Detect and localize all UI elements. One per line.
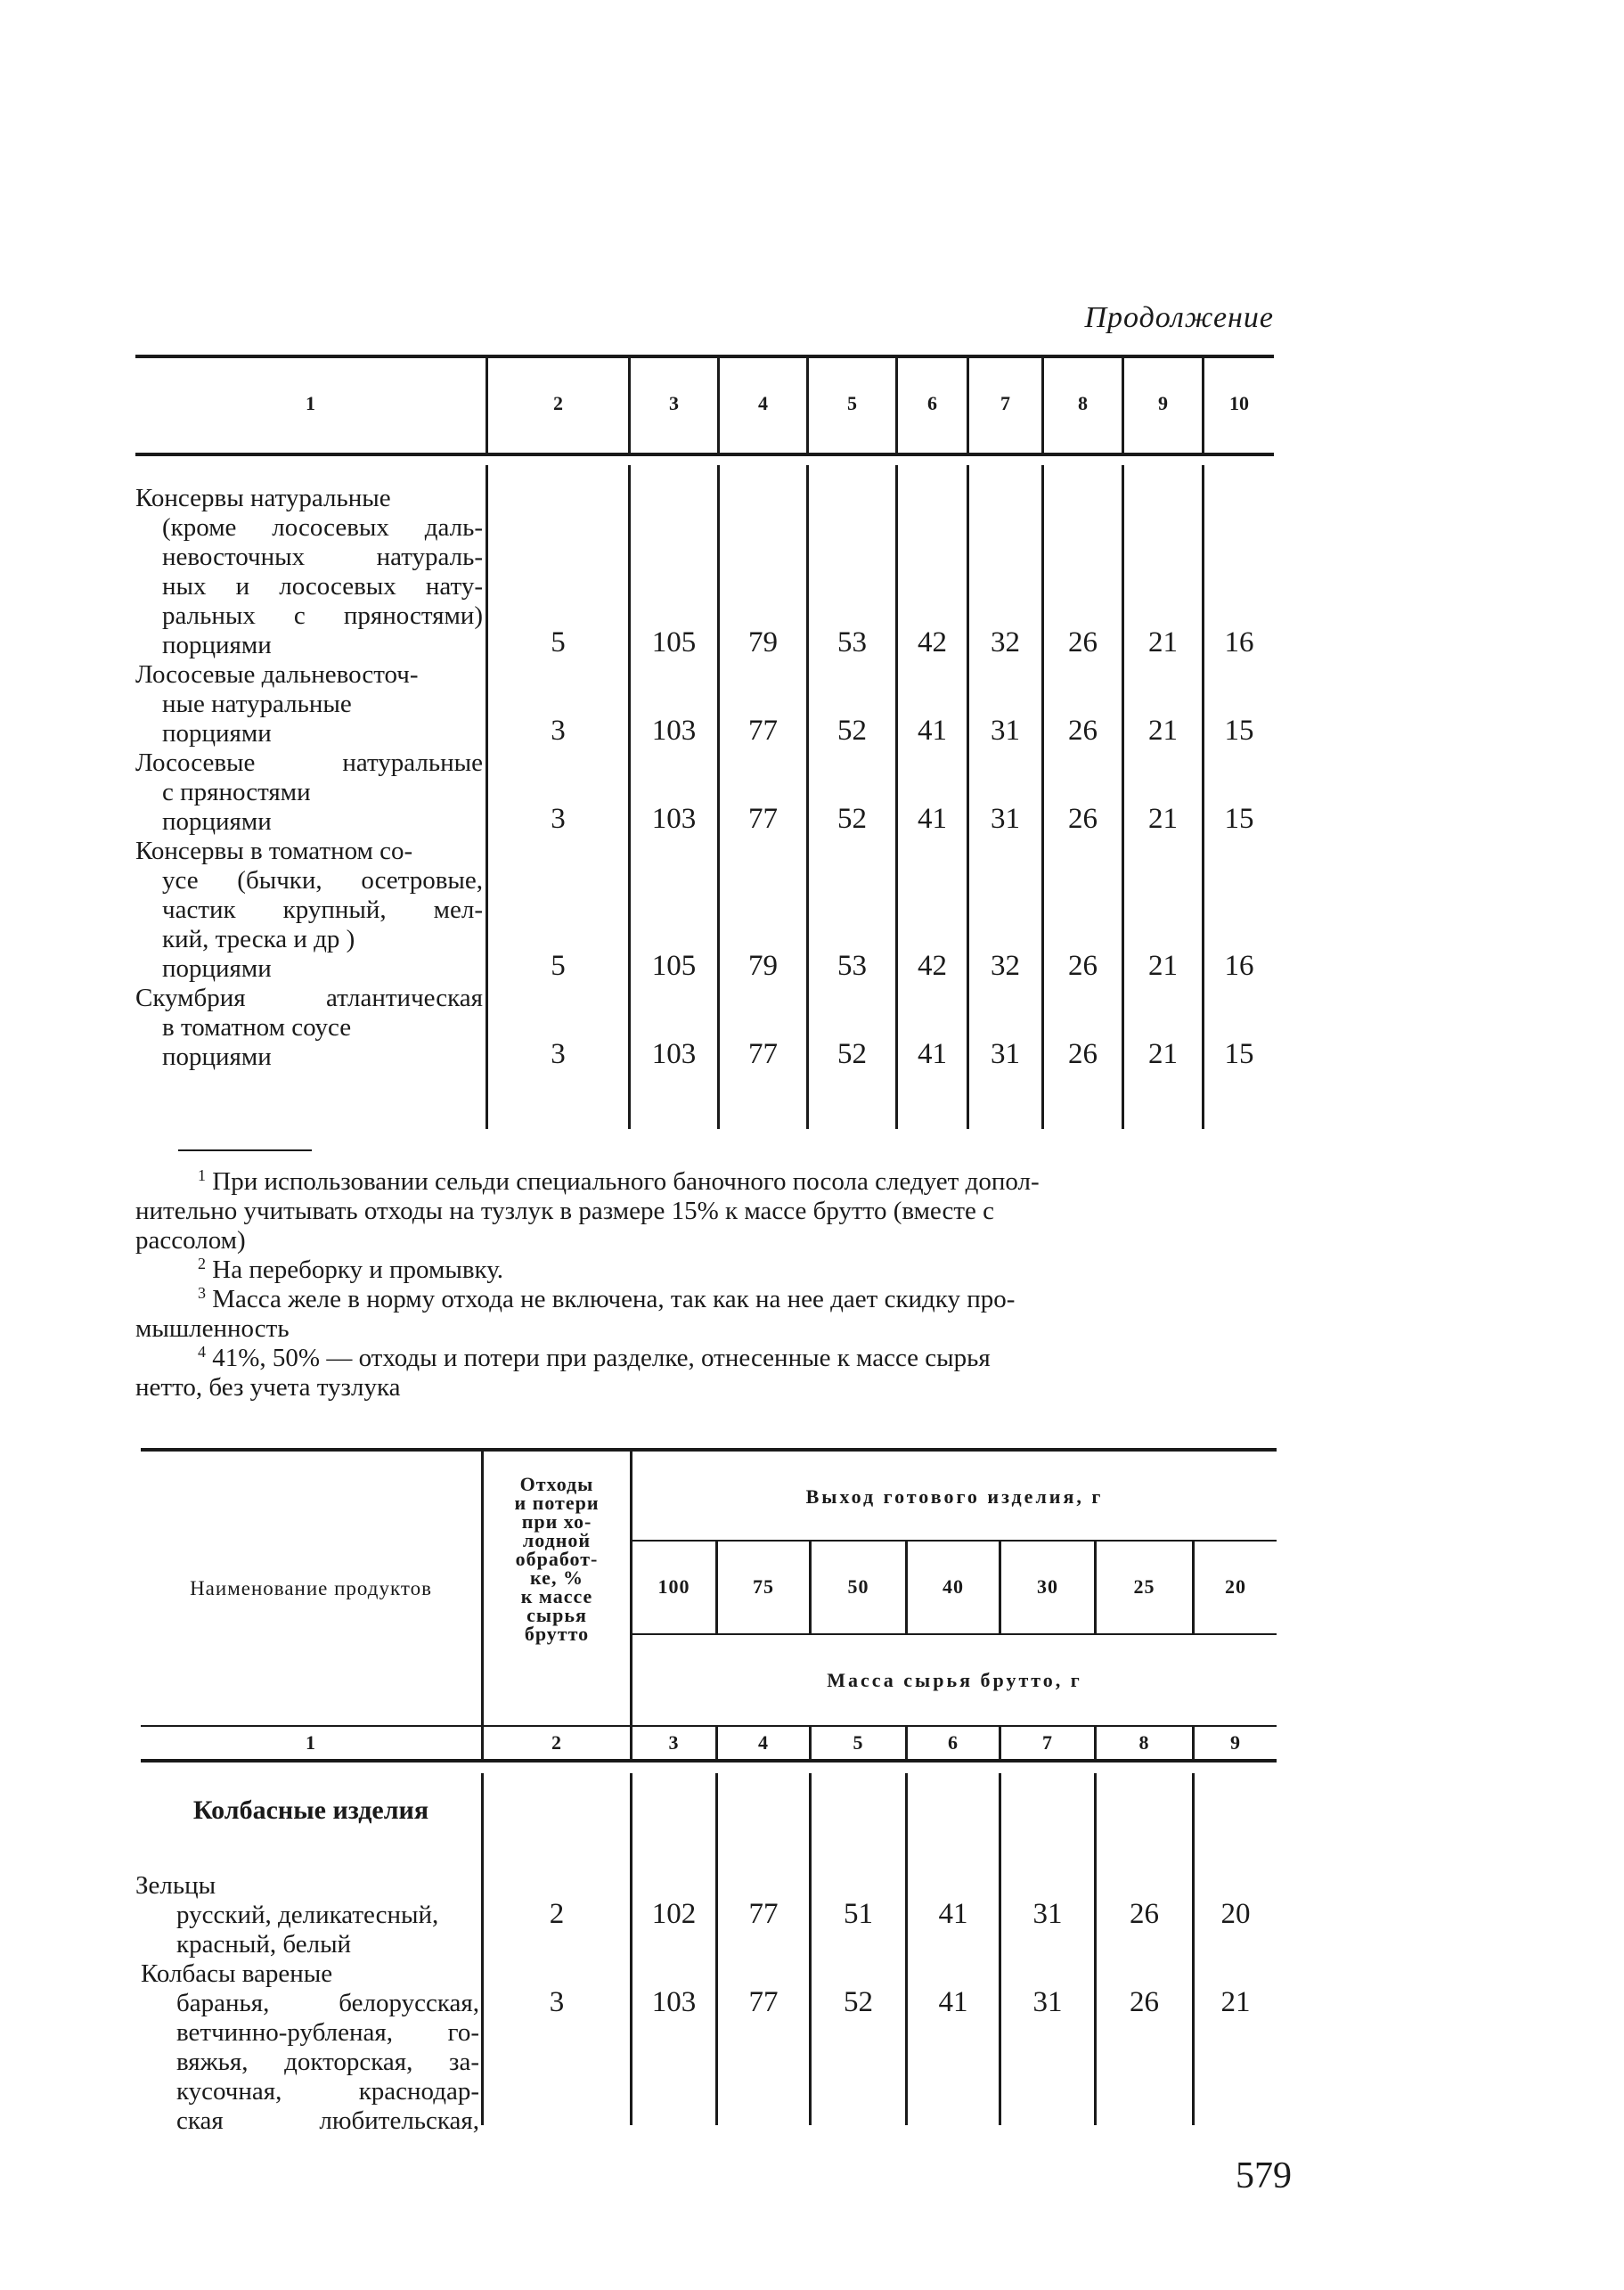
- t2-cell: 52: [844, 1986, 873, 2018]
- t1-vrule: [1202, 465, 1204, 1129]
- t1-col-number: 10: [1229, 392, 1249, 414]
- t1-cell: 15: [1224, 715, 1254, 747]
- t1-vrule: [628, 465, 631, 1129]
- t2-cell: 26: [1130, 1986, 1159, 2018]
- t1-vrule: [1041, 465, 1044, 1129]
- t2-yield-value: 20: [1225, 1575, 1246, 1598]
- t1-cell: 16: [1224, 626, 1254, 658]
- t2-col-number: 6: [948, 1731, 959, 1754]
- t1-cell: 31: [991, 715, 1020, 747]
- footnote-mark: 4: [198, 1343, 206, 1361]
- t2-col2-header-line: при хо-: [521, 1510, 592, 1533]
- t2-cell: 20: [1220, 1898, 1251, 1930]
- t2-yield-value: 40: [943, 1575, 964, 1598]
- t1-row-name-line: порциями: [162, 807, 272, 836]
- t2-vrule: [630, 1773, 632, 2125]
- t1-cell: 42: [918, 626, 947, 658]
- t1-cell: 105: [651, 950, 697, 982]
- t1-cell: 21: [1148, 715, 1178, 747]
- t1-cell: 103: [651, 715, 697, 747]
- t1-cell: 77: [748, 715, 778, 747]
- t1-cell: 103: [651, 1038, 697, 1070]
- t1-cell: 15: [1224, 1038, 1254, 1070]
- t2-col2-header-line: ке, %: [530, 1566, 583, 1589]
- t1-cell: 26: [1068, 715, 1098, 747]
- t1-cell: 32: [991, 950, 1020, 982]
- t2-col2-header-line: Отходы: [519, 1473, 594, 1495]
- t2-cell: 77: [748, 1986, 779, 2018]
- footnote-1: [135, 1167, 1274, 1197]
- t1-row-name-line: Скумбрия атлантическая: [135, 984, 483, 1012]
- t2-cell: 31: [1032, 1898, 1063, 1930]
- t2-cell: 77: [748, 1898, 779, 1930]
- t1-row-name-line: порциями: [162, 954, 272, 983]
- t1-row-name-line: ральных с пряностями): [162, 601, 483, 630]
- t1-cell: 26: [1068, 950, 1098, 982]
- t2-row-name-line: ская любительская,: [176, 2106, 479, 2135]
- footnote-3: [135, 1285, 1274, 1314]
- footnote-line: рассолом): [135, 1226, 246, 1255]
- t1-row-name-line: частик крупный, мел-: [162, 896, 483, 924]
- t1-cell: 16: [1224, 950, 1254, 982]
- t1-row-name-line: ные натуральные: [162, 690, 352, 718]
- t1-row-name-line: Консервы в томатном со-: [135, 837, 413, 865]
- t2-row-name-line: вяжья, докторская, за-: [176, 2048, 479, 2076]
- footnote-rule: [178, 1149, 312, 1151]
- table-2: [135, 1448, 1277, 2135]
- page-number: 579: [1236, 2155, 1292, 2196]
- t1-cell: 15: [1224, 803, 1254, 835]
- t1-cell: 3: [551, 803, 566, 835]
- table-1-header-rule: [135, 453, 1274, 456]
- t1-vrule: [717, 465, 720, 1129]
- t2-cell: 3: [549, 1986, 565, 2018]
- t1-cell: 103: [651, 803, 697, 835]
- t1-row-name-line: с пряностями: [162, 778, 311, 806]
- t1-cell: 26: [1068, 1038, 1098, 1070]
- t2-row-name-line: баранья, белорусская,: [176, 1989, 479, 2017]
- t2-col-number: 8: [1138, 1731, 1150, 1754]
- t1-row-name-line: Консервы натуральные: [135, 484, 391, 512]
- t2-header-rule: [141, 1725, 1277, 1727]
- t2-cell: 51: [844, 1898, 873, 1930]
- t1-row-name-line: порциями: [162, 1043, 272, 1071]
- t1-vrule: [967, 465, 969, 1129]
- t1-cell: 26: [1068, 803, 1098, 835]
- t2-mass-header: Масса сырья брутто, г: [827, 1669, 1082, 1691]
- t1-col-number: 9: [1158, 392, 1168, 414]
- t2-vrule: [1192, 1773, 1195, 2125]
- footnote-line: нительно учитывать отходы на тузлук в размере 15% к массе брутто (вместе с: [135, 1197, 995, 1225]
- footnote-line: Масса желе в норму отхода не включена, так как на нее дает скидку про-: [212, 1285, 1016, 1313]
- t2-yield-value: 25: [1133, 1575, 1155, 1598]
- t1-cell: 52: [837, 1038, 867, 1070]
- t2-col-number: 9: [1230, 1731, 1241, 1754]
- footnote-line: мышленность: [135, 1314, 290, 1343]
- t2-colnum-rule: [141, 1759, 1277, 1762]
- t1-row-name-line: Лососевые натуральные: [135, 748, 483, 777]
- footnote-1-cont: [135, 1197, 1274, 1226]
- t2-vrule: [715, 1773, 718, 2125]
- t2-yield-value: 75: [753, 1575, 774, 1598]
- t1-col-number: 8: [1078, 392, 1088, 414]
- t2-row-name-line: ветчинно-рубленая, го-: [176, 2018, 479, 2047]
- t1-cell: 42: [918, 950, 947, 982]
- t2-col2-header-line: и потери: [514, 1492, 600, 1514]
- t2-row-name-line: Колбасы вареные: [141, 1959, 333, 1988]
- footnote-4: [135, 1344, 1274, 1373]
- t1-row-name-line: ных и лососевых нату-: [162, 572, 483, 601]
- t1-cell: 53: [837, 626, 867, 658]
- footnote-line: 41%, 50% — отходы и потери при разделке, отнесенные к массе сырья: [212, 1344, 991, 1372]
- t2-cell: 41: [938, 1986, 968, 2018]
- t1-col-number: 3: [669, 392, 679, 414]
- t2-row-name-line: русский, деликатесный,: [176, 1901, 439, 1929]
- t1-cell: 31: [991, 1038, 1020, 1070]
- t2-mass-rule: [632, 1633, 1277, 1635]
- t2-yield-header: Выход готового изделия, г: [805, 1485, 1104, 1508]
- t2-cell: 41: [938, 1898, 968, 1930]
- t1-vrule: [895, 465, 898, 1129]
- t1-cell: 26: [1068, 626, 1098, 658]
- t1-cell: 5: [551, 626, 566, 658]
- t2-yield-rule: [632, 1540, 1277, 1542]
- t2-section-title: Колбасные изделия: [192, 1795, 429, 1825]
- t1-row-name-line: (кроме лососевых даль-: [162, 513, 483, 542]
- t1-row-name-line: усе (бычки, осетровые,: [162, 866, 483, 895]
- t1-cell: 77: [748, 803, 778, 835]
- footnote-mark: 3: [198, 1284, 206, 1302]
- t1-cell: 52: [837, 803, 867, 835]
- t1-col-number: 2: [553, 392, 563, 414]
- t1-cell: 32: [991, 626, 1020, 658]
- t2-row-name-line: красный, белый: [176, 1930, 352, 1959]
- table-1: [135, 355, 1274, 1130]
- t2-col-number: 2: [551, 1731, 562, 1754]
- t1-row-name-line: порциями: [162, 719, 272, 748]
- t2-yield-value: 30: [1037, 1575, 1058, 1598]
- t1-cell: 79: [748, 950, 778, 982]
- t1-cell: 3: [551, 715, 566, 747]
- table-2-top-rule: [141, 1448, 1277, 1452]
- continuation-label: Продолжение: [1084, 301, 1274, 334]
- t2-yield-value: 50: [847, 1575, 869, 1598]
- t2-col2-header-line: к массе: [520, 1585, 593, 1607]
- t1-col-number: 5: [847, 392, 857, 414]
- t1-row-name-line: невосточных натураль-: [162, 543, 483, 571]
- t1-cell: 105: [651, 626, 697, 658]
- t2-vrule: [905, 1773, 908, 2125]
- t1-cell: 31: [991, 803, 1020, 835]
- t2-col2-header-line: сырья: [526, 1604, 587, 1626]
- t1-cell: 53: [837, 950, 867, 982]
- t2-row-name-line: Зельцы: [135, 1871, 216, 1900]
- t2-cell: 2: [549, 1898, 565, 1930]
- footnote-line: При использовании сельди специального баночного посола следует допол-: [212, 1167, 1040, 1196]
- t1-vrule: [806, 465, 809, 1129]
- t1-row-name-line: в томатном соусе: [162, 1013, 352, 1042]
- t2-vrule: [809, 1773, 812, 2125]
- footnote-mark: 1: [198, 1166, 206, 1184]
- footnote-mark: 2: [198, 1255, 206, 1272]
- t1-cell: 5: [551, 950, 566, 982]
- t1-col-number: 4: [758, 392, 768, 414]
- t2-col1-header: Наименование продуктов: [190, 1577, 432, 1599]
- t2-col2-header-line: брутто: [524, 1623, 590, 1645]
- t1-cell: 21: [1148, 950, 1178, 982]
- footnote-3-cont: [135, 1314, 1274, 1344]
- footnote-4-cont: [135, 1373, 1274, 1403]
- t1-cell: 41: [918, 715, 947, 747]
- t2-yield-value: 100: [657, 1575, 690, 1598]
- t1-col-number: 6: [927, 392, 937, 414]
- t1-cell: 77: [748, 1038, 778, 1070]
- t2-col-number: 5: [853, 1731, 864, 1754]
- footnote-line: На переборку и промывку.: [212, 1255, 504, 1284]
- t2-cell: 103: [651, 1986, 697, 2018]
- t1-cell: 21: [1148, 1038, 1178, 1070]
- t2-col2-header-line: обработ-: [515, 1548, 599, 1570]
- t1-cell: 52: [837, 715, 867, 747]
- t2-vrule: [999, 1773, 1001, 2125]
- t2-vrule: [1094, 1773, 1097, 2125]
- t1-cell: 41: [918, 803, 947, 835]
- t2-col-number: 7: [1042, 1731, 1053, 1754]
- t2-col-number: 4: [758, 1731, 769, 1754]
- t1-cell: 79: [748, 626, 778, 658]
- t2-cell: 31: [1032, 1986, 1063, 2018]
- t1-row-name-line: порциями: [162, 631, 272, 659]
- t1-cell: 41: [918, 1038, 947, 1070]
- t1-vrule: [1122, 465, 1124, 1129]
- t2-col2-header-line: лодной: [522, 1529, 592, 1551]
- footnote-2: [135, 1255, 1274, 1285]
- t2-col-number: 3: [668, 1731, 680, 1754]
- footnote-line: нетто, без учета тузлука: [135, 1373, 401, 1402]
- t1-row-name-line: Лососевые дальневосточ-: [135, 660, 419, 689]
- t1-row-name-line: кий, треска и др ): [162, 925, 355, 953]
- t2-col-number: 1: [306, 1731, 316, 1754]
- t2-cell: 26: [1130, 1898, 1159, 1930]
- t2-cell: 102: [651, 1898, 697, 1930]
- t2-row-name-line: кусочная, краснодар-: [176, 2077, 479, 2106]
- t1-cell: 21: [1148, 803, 1178, 835]
- t1-col-number: 7: [1000, 392, 1010, 414]
- t1-cell: 21: [1148, 626, 1178, 658]
- t2-cell: 21: [1220, 1986, 1251, 2018]
- t1-vrule: [486, 465, 488, 1129]
- t1-cell: 3: [551, 1038, 566, 1070]
- t1-col-number: 1: [306, 392, 315, 414]
- footnote-1-cont: [135, 1226, 1274, 1255]
- t2-vrule: [481, 1773, 484, 2125]
- table-1-top-rule: [135, 355, 1274, 358]
